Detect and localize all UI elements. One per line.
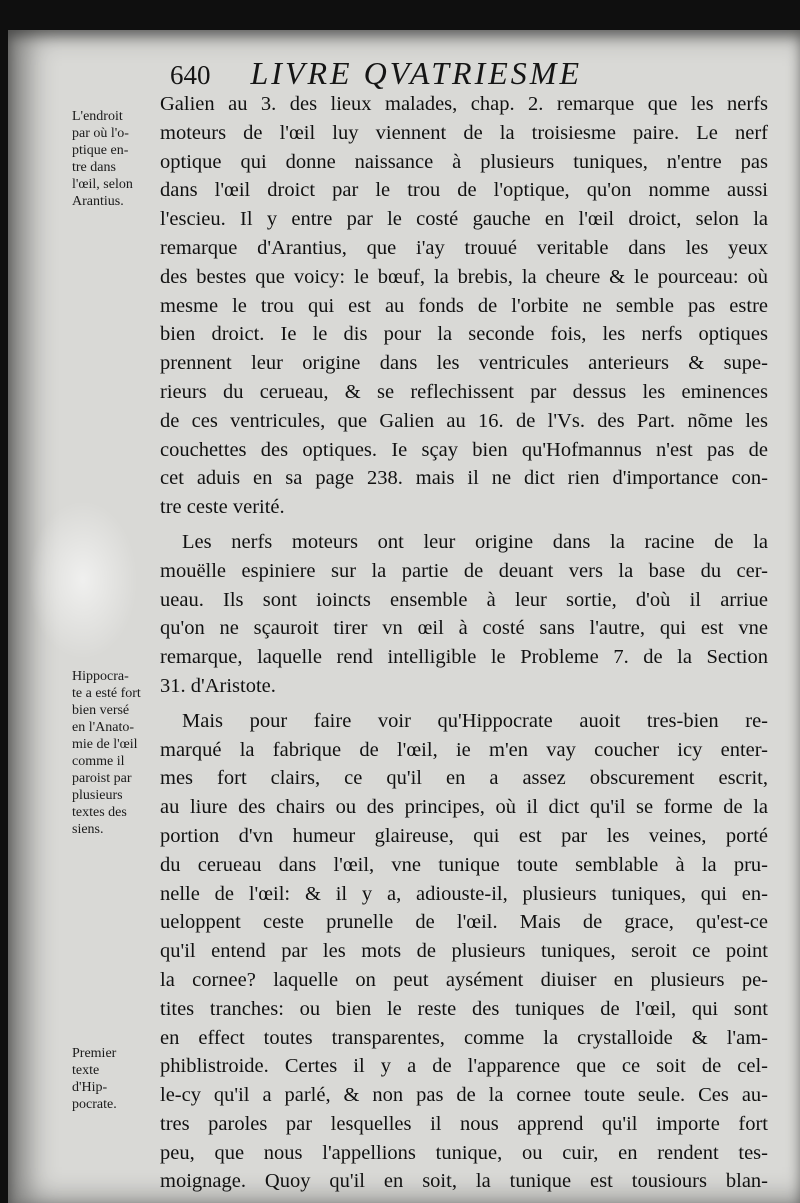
margin-note-line: pocrate. xyxy=(72,1097,117,1112)
text-line: l'escieu. Il y entre par le costé gauche en l'œil droict, selon la xyxy=(160,208,768,231)
margin-note-line: bien versé xyxy=(72,703,130,718)
text-line: moteurs de l'œil luy viennent de la troisiesme paire. Le nerf xyxy=(160,121,768,144)
paragraph-1 xyxy=(160,90,768,522)
text-line: au liure des chairs ou des principes, où il dict qu'il se forme de la xyxy=(160,796,768,819)
text-line: tres paroles par lesquelles il nous apprend qu'il importe fort xyxy=(160,1112,768,1135)
paragraph-2 xyxy=(160,528,768,701)
margin-note-line: Hippocra- xyxy=(72,669,129,684)
main-text xyxy=(160,90,768,1202)
margin-note-line: texte xyxy=(72,1063,100,1078)
page-header xyxy=(170,55,760,95)
text-line: qu'il entend par les mots de plusieurs tuniques, seroit ce point xyxy=(160,940,768,963)
text-line: optique qui donne naissance à plusieurs tuniques, n'entre pas xyxy=(160,150,768,173)
text-line: Les nerfs moteurs ont leur origine dans la racine de la xyxy=(182,530,768,553)
paper-stain xyxy=(28,500,138,660)
margin-note-line: Arantius. xyxy=(72,194,124,209)
margin-note-arantius xyxy=(72,108,162,210)
margin-note-hippocrate xyxy=(72,668,162,838)
text-line: Mais pour faire voir qu'Hippocrate auoit tres-bien re- xyxy=(182,709,768,732)
text-line: en effect toutes transparentes, comme la crystalloide & l'am- xyxy=(160,1026,768,1049)
text-line: dans l'œil droict par le trou de l'optique, qu'on nomme aussi xyxy=(160,179,768,202)
margin-note-line: d'Hip- xyxy=(72,1080,108,1095)
margin-note-line: tre dans xyxy=(72,160,116,175)
text-line: couchettes des optiques. Ie sçay bien qu'Hofmannus n'est pas de xyxy=(160,438,768,461)
text-line: rieurs du cerueau, & se reflechissent par dessus les eminences xyxy=(160,380,768,403)
margin-note-line: Premier xyxy=(72,1046,117,1061)
text-line: bien droict. Ie le dis pour la seconde fois, les nerfs optiques xyxy=(160,323,768,346)
folio-number: 640 xyxy=(170,60,211,90)
text-line: tites tranches: ou bien le reste des tuniques de l'œil, qui sont xyxy=(160,997,768,1020)
text-line: mes fort clairs, ce qu'il en a assez obscurement escrit, xyxy=(160,767,768,790)
text-line: ueau. Ils sont ioincts ensemble à leur sortie, d'où il arriue xyxy=(160,588,768,611)
paragraph-3 xyxy=(160,707,768,1197)
text-line: Galien au 3. des lieux malades, chap. 2. remarque que les nerfs xyxy=(160,93,768,115)
text-line: mouëlle espiniere sur la partie de deuant vers la base du cer- xyxy=(160,559,768,582)
text-line: des bestes que voicy: le bœuf, la brebis, la cheure & le pourceau: où xyxy=(160,265,768,288)
margin-note-line: paroist par xyxy=(72,771,132,786)
margin-note-line: l'œil, selon xyxy=(72,177,133,192)
margin-note-line: mie de l'œil xyxy=(72,737,138,752)
text-line: cet aduis en sa page 238. mais il ne dict rien d'importance con- xyxy=(160,467,768,490)
text-line: du cerueau dans l'œil, vne tunique toute semblable à la pru- xyxy=(160,853,768,876)
margin-note-line: te a esté fort xyxy=(72,686,141,701)
margin-note-line: siens. xyxy=(72,822,104,837)
margin-note-line: plusieurs xyxy=(72,788,123,803)
margin-note-line: ptique en- xyxy=(72,143,129,158)
text-line: nelle de l'œil: & il y a, adiouste-il, plusieurs tuniques, qui en- xyxy=(160,882,768,905)
margin-note-line: en l'Anato- xyxy=(72,720,135,735)
text-line: tre ceste verité. xyxy=(160,496,285,519)
text-line: peu, que nous l'appellions tunique, ou cuir, en rendent tes- xyxy=(160,1141,768,1164)
text-line: la cornee? laquelle on peut aysément diuiser en plusieurs pe- xyxy=(160,968,768,991)
text-line: moignage. Quoy qu'il en soit, la tunique est tousiours blan- xyxy=(160,1170,768,1193)
running-title: LIVRE QVATRIESME xyxy=(250,55,582,91)
text-line: de ces ventricules, que Galien au 16. de l'Vs. des Part. nõme les xyxy=(160,409,768,432)
margin-note-premier-texte xyxy=(72,1045,162,1113)
text-line: mesme le trou qui est au fonds de l'orbite ne semble pas estre xyxy=(160,294,768,317)
text-line: phiblistroide. Certes il y a de l'apparence que ce soit de cel- xyxy=(160,1055,768,1078)
text-line: marqué la fabrique de l'œil, ie m'en vay coucher icy enter- xyxy=(160,738,768,761)
margin-note-line: comme il xyxy=(72,754,125,769)
text-line: prennent leur origine dans les ventricules anterieurs & supe- xyxy=(160,352,768,375)
text-line: 31. d'Aristote. xyxy=(160,674,276,697)
margin-note-line: textes des xyxy=(72,805,127,820)
text-line: le-cy qu'il a parlé, & non pas de la cornee toute seule. Ces au- xyxy=(160,1084,768,1107)
text-line: remarque, laquelle rend intelligible le Probleme 7. de la Section xyxy=(160,646,768,669)
text-line: remarque d'Arantius, que i'ay trouué veritable dans les yeux xyxy=(160,236,768,259)
margin-note-line: L'endroit xyxy=(72,109,123,124)
margin-note-line: par où l'o- xyxy=(72,126,129,141)
text-line: qu'on ne sçauroit tirer vn œil à costé sans l'autre, qui est vne xyxy=(160,617,768,640)
text-line: ueloppent ceste prunelle de l'œil. Mais de grace, qu'est-ce xyxy=(160,911,768,934)
text-line: portion d'vn humeur glaireuse, qui est par les veines, porté xyxy=(160,824,768,847)
